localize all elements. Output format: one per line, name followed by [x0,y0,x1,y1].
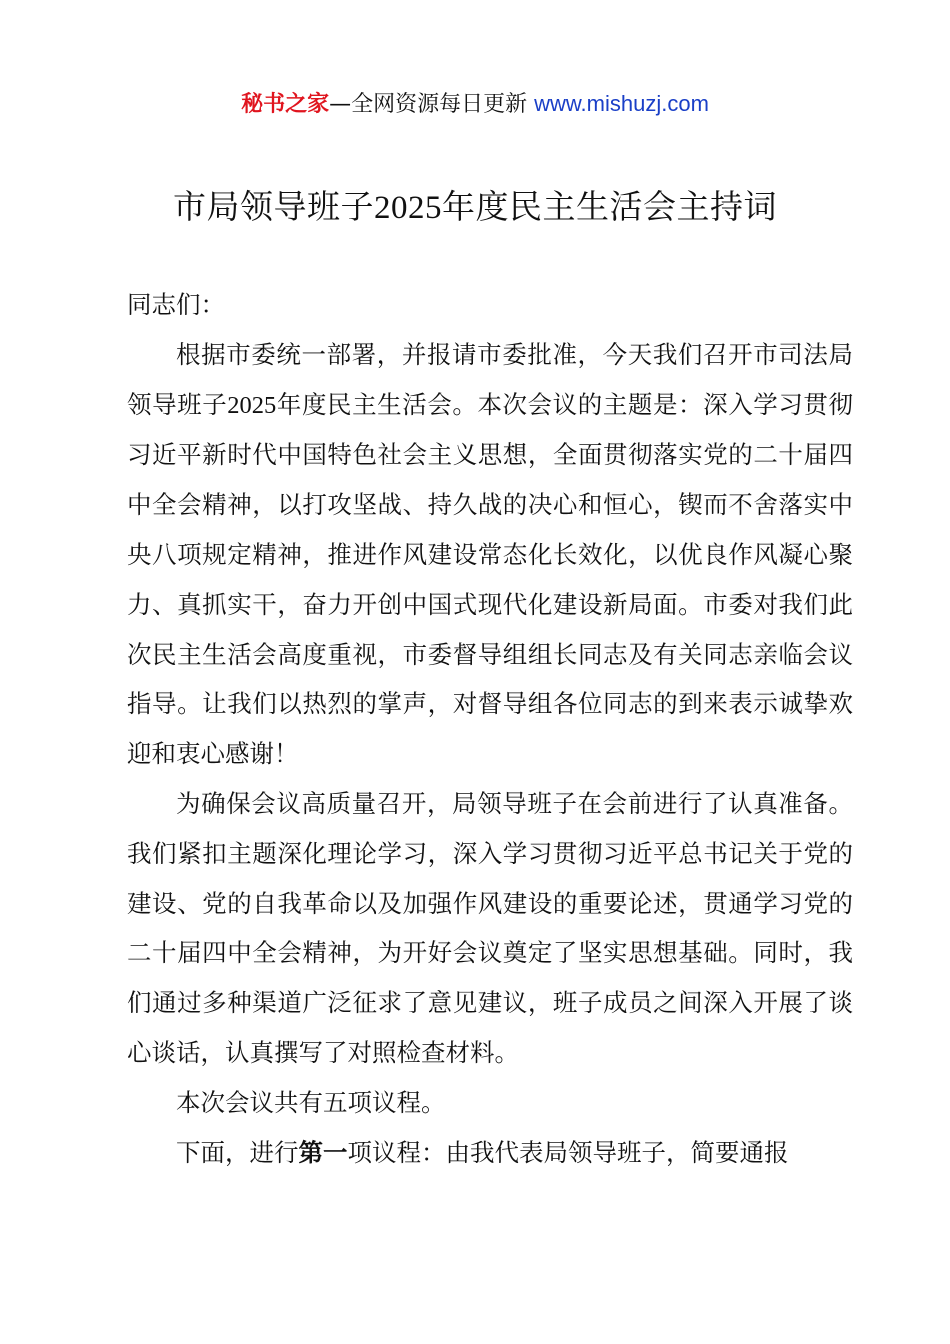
paragraph-1 [127,330,853,779]
paragraph-4-text-a: 下面，进行 [176,1137,299,1167]
paragraph-1-year: 2025 [227,391,277,419]
document-title [0,180,950,235]
site-header [0,86,950,123]
paragraph-2: 为确保会议高质量召开，局领导班子在会前进行了认真准备。我们紧扣主题深化理论学习，深入学习贯彻习近平总书记关于党的建设、党的自我革命以及加强作风建设的重要论述，贯通学习党的二十届四中全会精神，为开好会议奠定了坚实思想基础。同时，我们通过多种渠道广泛征求了意见建议，班子成员之间深入开展了谈心谈话，认真撰写了对照检查材料。 [127,788,853,1067]
header-tagline: —全网资源每日更新 [329,92,535,117]
title-year: 2025 [374,190,442,226]
salutation: 同志们： [127,290,225,319]
paragraph-1-text-b: 年度民主生活会。本次会议的主题是：深入学习贯彻习近平新时代中国特色社会主义思想，全面贯彻落实党的二十届四中全会精神，以打攻坚战、持久战的决心和恒心，锲而不舍落实中央八项规定精神，推进作风建设常态化长效化，以优良作风凝心聚力、真抓实干，奋力开创中国式现代化建设新局面。市委对我们此次民主生活会高度重视，市委督导组组长同志及有关同志亲临会议指导。让我们以热烈的掌声，对督导组各位同志的到来表示诚挚欢迎和衷心感谢！ [127,389,853,769]
brand-name: 秘书之家 [241,92,330,117]
paragraph-4-text-b: 项议程：由我代表局领导班子，简要通报 [347,1137,789,1167]
paragraph-1-text-a: 根据市委统一部署，并报请市委批准，今天我们召开市司法局领导班子 [127,339,853,419]
paragraph-4-bold: 第一 [298,1137,348,1167]
paragraph-4 [127,1128,853,1178]
title-part-2: 年度民主生活会主持词 [442,187,777,226]
document-body [127,280,853,1177]
site-url-link[interactable]: www.mishuzj.com [534,91,709,116]
paragraph-3: 本次会议共有五项议程。 [176,1087,446,1117]
title-part-1: 市局领导班子 [173,187,374,226]
